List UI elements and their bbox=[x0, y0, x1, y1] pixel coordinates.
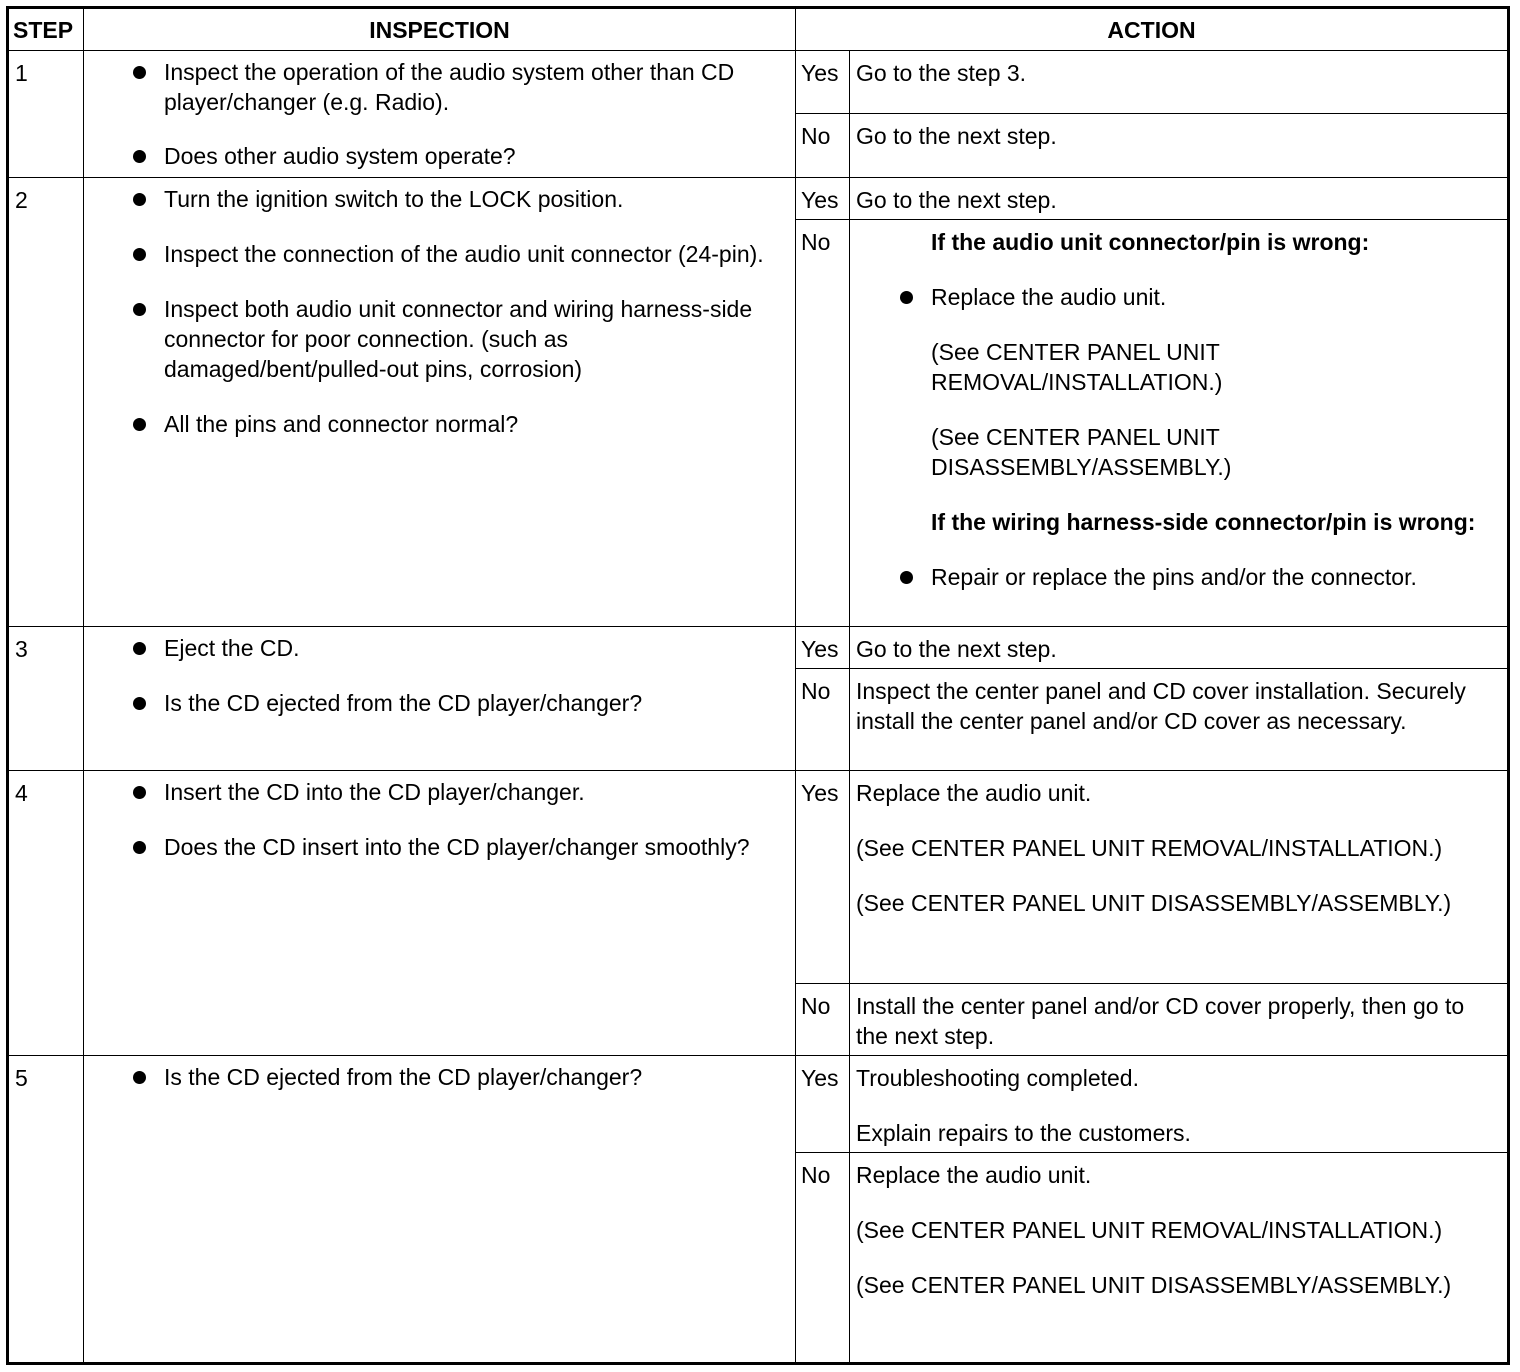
inspection-item: Turn the ignition switch to the LOCK position. bbox=[164, 184, 781, 214]
inspection-item: Inspect both audio unit connector and wiring harness-side connector for poor connection. (such as damaged/bent/pulled-out pins, corrosion) bbox=[164, 294, 781, 384]
action-text: Replace the audio unit. bbox=[856, 1162, 1092, 1188]
condition-heading: If the audio unit connector/pin is wrong: bbox=[931, 229, 1370, 255]
action-no bbox=[850, 669, 1509, 771]
action-no bbox=[850, 1153, 1509, 1364]
action-no bbox=[850, 984, 1509, 1056]
header-step: STEP bbox=[8, 8, 84, 51]
table-row bbox=[8, 627, 1509, 669]
action-bullet: Repair or replace the pins and/or the connector. bbox=[931, 562, 1499, 592]
step-number: 3 bbox=[8, 627, 84, 771]
action-text: Inspect the center panel and CD cover installation. Securely install the center panel and/or CD cover as necessary. bbox=[856, 678, 1466, 734]
action-text: Explain repairs to the customers. bbox=[856, 1120, 1191, 1146]
troubleshooting-table bbox=[6, 6, 1510, 1365]
action-text: Troubleshooting completed. bbox=[856, 1065, 1139, 1091]
action-bullet: Replace the audio unit. bbox=[931, 282, 1499, 312]
yes-label: Yes bbox=[796, 1056, 850, 1153]
step-number: 1 bbox=[8, 51, 84, 178]
inspection-item: Insert the CD into the CD player/changer. bbox=[164, 777, 781, 807]
table-row bbox=[8, 1056, 1509, 1153]
action-text: Install the center panel and/or CD cover properly, then go to the next step. bbox=[856, 993, 1465, 1049]
header-inspection: INSPECTION bbox=[84, 8, 796, 51]
inspection-item: Inspect the connection of the audio unit connector (24-pin). bbox=[164, 239, 781, 269]
reference-text: (See CENTER PANEL UNIT DISASSEMBLY/ASSEMBLY.) bbox=[931, 424, 1232, 480]
yes-label: Yes bbox=[796, 627, 850, 669]
yes-label: Yes bbox=[796, 178, 850, 220]
action-text: Go to the next step. bbox=[856, 636, 1057, 662]
condition-heading: If the wiring harness-side connector/pin is wrong: bbox=[931, 509, 1476, 535]
inspection-cell bbox=[84, 51, 796, 178]
action-text: Go to the next step. bbox=[856, 123, 1057, 149]
no-label: No bbox=[796, 984, 850, 1056]
inspection-item: Does the CD insert into the CD player/changer smoothly? bbox=[164, 832, 781, 862]
reference-text: (See CENTER PANEL UNIT DISASSEMBLY/ASSEMBLY.) bbox=[856, 890, 1452, 916]
action-yes bbox=[850, 771, 1509, 984]
step-number: 4 bbox=[8, 771, 84, 1056]
action-no bbox=[850, 114, 1509, 178]
action-yes bbox=[850, 1056, 1509, 1153]
action-yes bbox=[850, 51, 1509, 114]
action-text: Go to the next step. bbox=[856, 187, 1057, 213]
action-text: Go to the step 3. bbox=[856, 60, 1027, 86]
header-action: ACTION bbox=[796, 8, 1509, 51]
step-number: 5 bbox=[8, 1056, 84, 1364]
reference-text: (See CENTER PANEL UNIT REMOVAL/INSTALLATION.) bbox=[856, 835, 1443, 861]
reference-text: (See CENTER PANEL UNIT REMOVAL/INSTALLATION.) bbox=[856, 1217, 1443, 1243]
action-yes bbox=[850, 627, 1509, 669]
inspection-cell bbox=[84, 178, 796, 627]
yes-label: Yes bbox=[796, 51, 850, 114]
inspection-item: Is the CD ejected from the CD player/changer? bbox=[164, 688, 781, 718]
no-label: No bbox=[796, 220, 850, 627]
inspection-cell bbox=[84, 627, 796, 771]
inspection-item: Eject the CD. bbox=[164, 633, 781, 663]
reference-text: (See CENTER PANEL UNIT REMOVAL/INSTALLATION.) bbox=[931, 339, 1223, 395]
reference-text: (See CENTER PANEL UNIT DISASSEMBLY/ASSEMBLY.) bbox=[856, 1272, 1452, 1298]
action-no bbox=[850, 220, 1509, 627]
table-header-row bbox=[8, 8, 1509, 51]
yes-label: Yes bbox=[796, 771, 850, 984]
table-row bbox=[8, 771, 1509, 984]
inspection-item: Does other audio system operate? bbox=[164, 141, 781, 171]
step-number: 2 bbox=[8, 178, 84, 627]
inspection-item: Is the CD ejected from the CD player/changer? bbox=[164, 1062, 781, 1092]
inspection-cell bbox=[84, 1056, 796, 1364]
action-text: Replace the audio unit. bbox=[856, 780, 1092, 806]
inspection-item: Inspect the operation of the audio system other than CD player/changer (e.g. Radio). bbox=[164, 57, 781, 117]
no-label: No bbox=[796, 1153, 850, 1364]
no-label: No bbox=[796, 669, 850, 771]
action-yes bbox=[850, 178, 1509, 220]
inspection-item: All the pins and connector normal? bbox=[164, 409, 781, 439]
table-row bbox=[8, 178, 1509, 220]
inspection-cell bbox=[84, 771, 796, 1056]
no-label: No bbox=[796, 114, 850, 178]
table-row bbox=[8, 51, 1509, 114]
